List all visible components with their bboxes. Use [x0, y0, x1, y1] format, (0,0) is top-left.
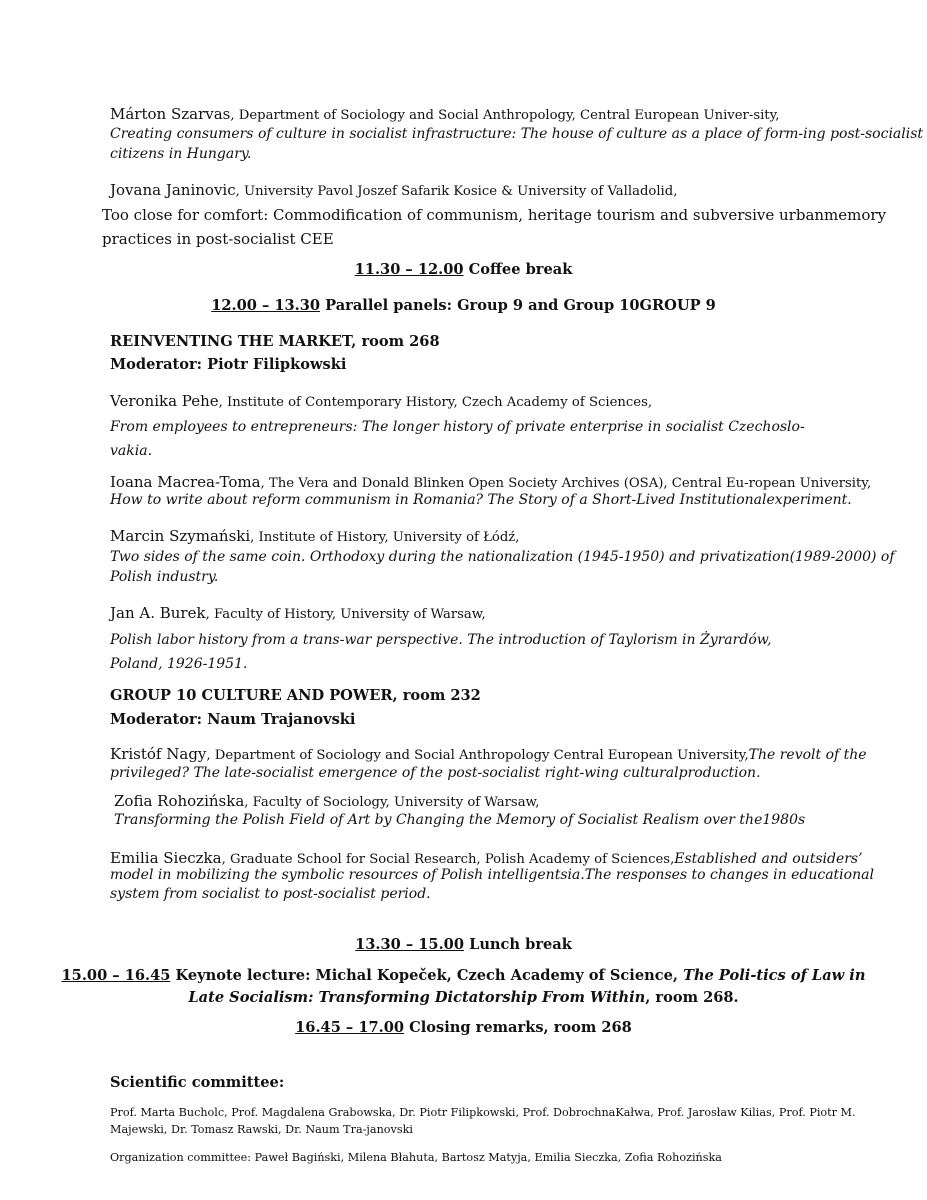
speaker-affiliation: , Faculty of History, University of Warsaw,: [205, 607, 486, 622]
talk-title: [114, 811, 805, 831]
parallel-time: 12.00 – 13.30: [211, 297, 321, 314]
talk-title-line: vakia.: [110, 443, 153, 459]
speaker-entry: [110, 603, 486, 625]
talk-title-line: How to write about reform communism in Romania? The Story of a Short-Lived Institutionalexperiment.: [110, 492, 852, 508]
speaker-name: Marcin Szymański: [110, 527, 251, 545]
speaker-name: Jan A. Burek: [110, 604, 206, 622]
group10-moderator: Moderator: Naum Trajanovski: [110, 711, 356, 728]
keynote-room: , room 268.: [645, 989, 739, 1006]
talk-title: [110, 548, 895, 587]
speaker-affiliation: , Institute of History, University of Łódź,: [250, 530, 520, 545]
speaker-entry: [110, 744, 867, 766]
coffee-time: 11.30 – 12.00: [354, 261, 464, 278]
speaker-affiliation: , Department of Sociology and Social Anthropology, Central European Univer-sity,: [230, 108, 780, 123]
talk-title-inline: The revolt of the: [748, 747, 867, 763]
closing-remarks: [0, 1019, 927, 1036]
speaker-affiliation: , Department of Sociology and Social Anthropology Central European University,: [206, 748, 749, 763]
speaker-entry: [110, 104, 780, 126]
closing-label: Closing remarks, room 268: [404, 1019, 632, 1036]
speaker-entry: [110, 391, 652, 413]
talk-title-inline: Established and outsiders’: [674, 851, 863, 867]
talk-title: [102, 203, 886, 251]
keynote-line2: [0, 989, 927, 1006]
speaker-name: Emilia Sieczka: [110, 849, 222, 867]
speaker-affiliation: , Graduate School for Social Research, Polish Academy of Sciences,: [221, 852, 675, 867]
talk-title-line: practices in post-socialist CEE: [102, 230, 334, 248]
parallel-panels: [0, 297, 927, 314]
speaker-entry: [114, 791, 539, 813]
speaker-affiliation: , University Pavol Joszef Safarik Kosice & University of Valladolid,: [235, 184, 678, 199]
lunch-label: Lunch break: [463, 936, 572, 953]
lunch-break: [0, 936, 927, 953]
talk-title-line: system from socialist to post-socialist period.: [110, 886, 431, 902]
lunch-time: 13.30 – 15.00: [355, 936, 464, 953]
organization-committee: Organization committee: Paweł Bagiński, Milena Błahuta, Bartosz Matyja, Emilia Sieczka, Zofia Rohozińska: [110, 1151, 722, 1164]
coffee-label: Coffee break: [463, 261, 573, 278]
talk-title-line: privileged? The late-socialist emergence of the post-socialist right-wing culturalproduction.: [110, 765, 761, 781]
talk-title-line: Transforming the Polish Field of Art by Changing the Memory of Socialist Realism over the1980s: [114, 812, 806, 828]
keynote-line1: [0, 967, 927, 984]
talk-title: [110, 415, 805, 463]
group9-moderator: Moderator: Piotr Filipkowski: [110, 356, 347, 373]
coffee-break: [0, 261, 927, 278]
committee-line: Majewski, Dr. Tomasz Rawski, Dr. Naum Tra-janovski: [110, 1123, 413, 1136]
speaker-entry: [110, 180, 677, 202]
keynote-time: 15.00 – 16.45: [61, 967, 171, 984]
talk-title: [110, 125, 923, 164]
speaker-affiliation: , The Vera and Donald Blinken Open Society Archives (OSA), Central Eu-ropean University,: [260, 476, 872, 491]
scientific-committee: [110, 1104, 856, 1138]
talk-title: [110, 866, 874, 904]
speaker-name: Márton Szarvas: [110, 105, 231, 123]
speaker-entry: [110, 526, 519, 548]
talk-title-line: Two sides of the same coin. Orthodoxy during the nationalization (1945-1950) and privatization(1989-2000) of: [110, 549, 895, 565]
keynote-label: Keynote lecture: Michal Kopeček, Czech Academy of Science,: [170, 967, 684, 984]
talk-title: [110, 628, 772, 676]
talk-title-line: Polish industry.: [110, 568, 219, 585]
speaker-affiliation: , Faculty of Sociology, University of Warsaw,: [244, 795, 540, 810]
group9-title: REINVENTING THE MARKET, room 268: [110, 333, 440, 350]
committee-line: Prof. Marta Bucholc, Prof. Magdalena Grabowska, Dr. Piotr Filipkowski, Prof. DobrochnaKałwa, Prof. Jarosław Kilias, Prof. Piotr M.: [110, 1106, 856, 1119]
talk-title-line: citizens in Hungary.: [110, 145, 252, 162]
speaker-affiliation: , Institute of Contemporary History, Czech Academy of Sciences,: [218, 395, 653, 410]
closing-time: 16.45 – 17.00: [295, 1019, 405, 1036]
speaker-name: Zofia Rohozińska: [114, 792, 245, 810]
talk-title-line: Creating consumers of culture in socialist infrastructure: The house of culture as a place of form-ing post-socialist: [110, 126, 924, 142]
group10-title: GROUP 10 CULTURE AND POWER, room 232: [110, 687, 481, 704]
speaker-name: Jovana Janinovic: [110, 181, 236, 199]
talk-title-line: Poland, 1926-1951.: [110, 656, 248, 672]
keynote-title-part2: Late Socialism: Transforming Dictatorship From Within: [188, 989, 646, 1006]
speaker-name: Kristóf Nagy: [110, 745, 207, 763]
talk-title: [110, 764, 761, 784]
talk-title-line: From employees to entrepreneurs: The longer history of private enterprise in socialist Czechoslo-: [110, 419, 805, 435]
keynote-title-part1: The Poli-tics of Law in: [683, 967, 866, 984]
speaker-name: Ioana Macrea-Toma: [110, 473, 261, 491]
talk-title-line: Polish labor history from a trans-war perspective. The introduction of Taylorism in Żyrardów,: [110, 632, 772, 648]
speaker-name: Veronika Pehe: [110, 392, 219, 410]
talk-title-line: model in mobilizing the symbolic resources of Polish intelligentsia.The responses to changes in educational: [110, 867, 874, 883]
committee-heading: Scientific committee:: [110, 1074, 285, 1091]
parallel-label: Parallel panels: Group 9 and Group 10GROUP 9: [320, 297, 716, 314]
talk-title: [110, 491, 852, 511]
talk-title-line: Too close for comfort: Commodification of communism, heritage tourism and subversive urbanmemory: [102, 206, 887, 224]
